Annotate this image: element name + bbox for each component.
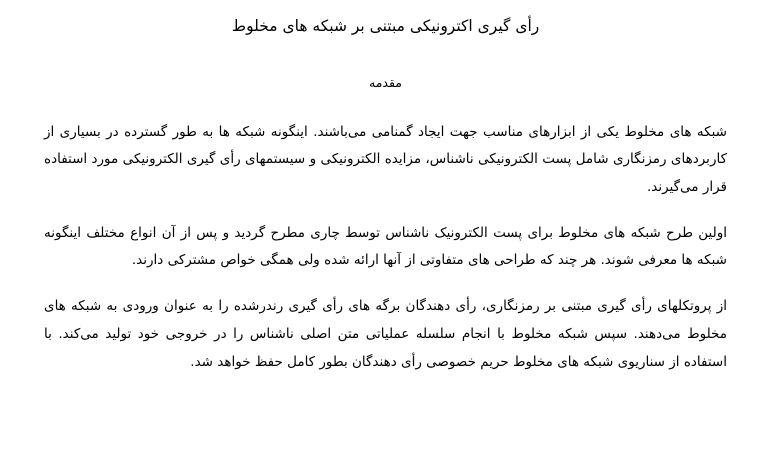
body-paragraph: از پروتکلهای رأی گیری مبتنی بر رمزنگاری، رأی دهندگان برگه های رأی گیری رندرشده را به عنوان ورودی به شبکه های مخلوط می‌دهند. سپس شبکه مخلوط با انجام سلسله عملیاتی متن اصلی ناشناس را در خروجی خود تولید می‌کند. با استفاده از سناریوی شبکه های مخلوط حریم خصوصی رأی دهندگان بطور کامل حفظ خواهد شد.	[44, 298, 727, 370]
body-paragraph: اولین طرح شبکه های مخلوط برای پست الکترونیک ناشناس توسط چاری مطرح گردید و پس از آن انواع مختلف اینگونه شبکه ها معرفی شوند. هر چند که طراحی های متفاوتی از آنها ارائه شده ولی همگی خواص مشترکی دارند.	[44, 224, 727, 269]
page-title: رأی گیری اکترونیکی مبتنی بر شبکه های مخلوط	[231, 17, 540, 35]
section-heading-introduction: مقدمه	[369, 74, 402, 90]
body-paragraph: شبکه های مخلوط یکی از ابزارهای مناسب جهت ایجاد گمنامی می‌باشند. اینگونه شبکه ها به طور گسترده در بسیاری از کاربردهای رمزنگاری شامل پست الکترونیکی ناشناس، مزایده الکترونیکی و سیستمهای رأی گیری الکترونیکی مورد استفاده قرار می‌گیرند.	[44, 123, 727, 196]
